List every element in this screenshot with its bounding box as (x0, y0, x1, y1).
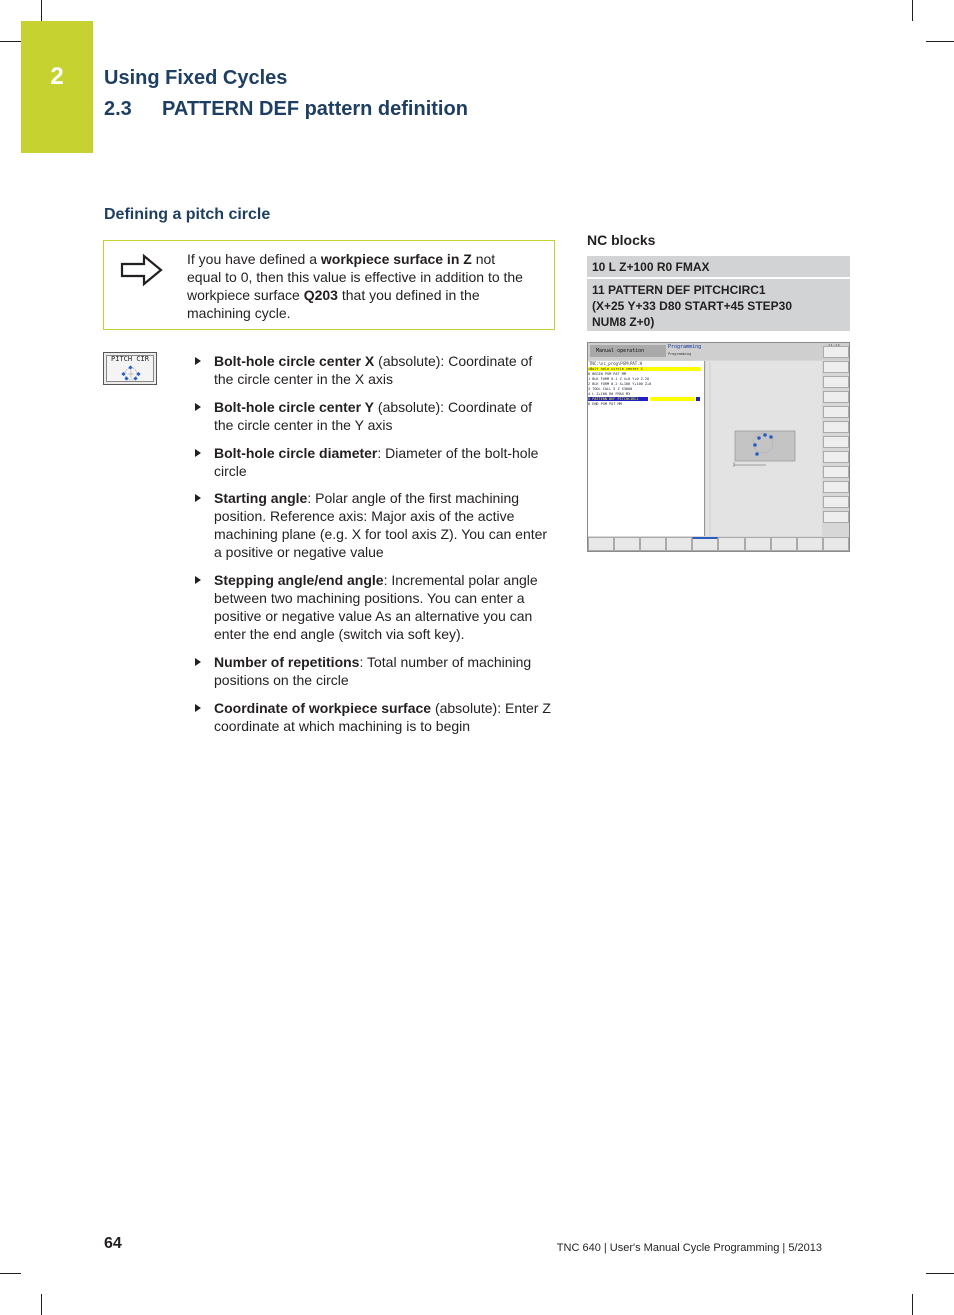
note-text-part: If you have defined a (187, 251, 321, 267)
softkey (823, 436, 849, 448)
list-item (192, 444, 552, 480)
softkey (823, 466, 849, 478)
param-desc: (absolute): Coordinate of the circle center in the Y axis (214, 399, 532, 433)
screen-header (588, 343, 849, 360)
note-text (187, 250, 532, 322)
param-term: Bolt-hole circle center Y (214, 399, 375, 415)
program-line: 6 END PGM PAT MM (588, 402, 622, 406)
chapter-tab (21, 21, 93, 153)
softkey (823, 481, 849, 493)
screen-mode-machine: Manual operation (590, 345, 666, 357)
bullet-triangle-icon (195, 403, 201, 411)
section-title (104, 98, 468, 121)
screen-mode-programming-sub: Programming (668, 352, 692, 356)
softkey (823, 346, 849, 358)
document-title: TNC 640 | User's Manual Cycle Programming | 5/2013 (556, 1242, 822, 1254)
section-heading: Defining a pitch circle (104, 206, 271, 223)
pitch-circle-softkey (103, 352, 157, 385)
program-window (588, 361, 705, 536)
program-line: 1 BLK FORM 0.1 Z X+0 Y+0 Z-20 (588, 377, 650, 381)
chapter-title: Using Fixed Cycles (104, 67, 288, 89)
note-bold-term: Q203 (303, 287, 338, 303)
crop-mark (0, 41, 21, 42)
param-term: Number of repetitions (214, 654, 360, 670)
bullet-triangle-icon (195, 449, 201, 457)
crop-mark (41, 1294, 42, 1315)
bullet-triangle-icon (195, 494, 201, 502)
workpiece-preview (706, 361, 822, 536)
screen-mode-programming-label: Programming (668, 344, 702, 350)
program-line: 0 BEGIN PGM PAT MM (588, 372, 626, 376)
bullet-triangle-icon (195, 357, 201, 365)
softkey-label: PITCH CIR (111, 355, 149, 363)
softkey (588, 537, 614, 551)
page-number: 64 (104, 1235, 122, 1252)
bullet-triangle-icon (195, 576, 201, 584)
vertical-softkeys (823, 346, 849, 526)
control-screenshot (587, 342, 850, 552)
softkey (823, 496, 849, 508)
nc-block-text: (X+25 Y+33 D80 START+45 STEP30 (592, 299, 792, 313)
softkey (614, 537, 640, 551)
param-term: Coordinate of workpiece surface (214, 700, 432, 716)
program-line: 4 L Z+100 R0 FMAX M3 (588, 392, 631, 396)
graphics-window (706, 361, 822, 536)
arrow-right-icon (120, 253, 164, 287)
program-path: TNC:\nc_prog\PGM\PAT.H (589, 361, 642, 366)
softkey (823, 391, 849, 403)
softkey-active (692, 537, 718, 551)
nc-block (587, 256, 850, 277)
softkey (771, 537, 797, 551)
crop-mark (926, 1273, 954, 1274)
note-text-part: that you defined in the machining cycle. (187, 287, 480, 321)
nc-block (587, 279, 850, 331)
nc-block-text: 11 PATTERN DEF PITCHCIRC1 (592, 283, 766, 297)
pitch-circle-icon (117, 365, 145, 381)
bullet-triangle-icon (195, 658, 201, 666)
screen-mode-programming (668, 344, 701, 358)
softkey (823, 537, 849, 551)
section-number: 2.3 (104, 98, 132, 120)
section-title-text: PATTERN DEF pattern definition (162, 98, 468, 120)
param-term: Starting angle (214, 490, 308, 506)
softkey (823, 511, 849, 523)
program-line: =Bolt hole circle center X (588, 367, 701, 371)
list-item (192, 398, 552, 434)
softkey (745, 537, 771, 551)
nc-blocks-title: NC blocks (587, 232, 656, 248)
softkey (823, 421, 849, 433)
note-text-part: not equal to 0, then this value is effective in addition to the workpiece surface (187, 251, 523, 303)
softkey (640, 537, 666, 551)
softkey (823, 376, 849, 388)
param-desc: : Diameter of the bolt-hole circle (214, 445, 539, 479)
nc-block-text: 10 L Z+100 R0 FMAX (592, 260, 710, 274)
program-line: 2 BLK FORM 0.2 X+100 Y+100 Z+0 (588, 382, 652, 386)
softkey (797, 537, 823, 551)
crop-mark (0, 1273, 21, 1274)
program-line: 3 TOOL CALL 5 Z S3000 (588, 387, 633, 391)
note-bold-term: workpiece surface in Z (320, 251, 472, 267)
list-item (192, 571, 552, 643)
nc-block-text: NUM8 Z+0) (592, 315, 655, 329)
horizontal-softkeys (588, 537, 849, 551)
param-desc: : Total number of machining positions on the circle (214, 654, 532, 688)
crop-mark (41, 0, 42, 21)
program-line-marker (696, 397, 700, 401)
param-desc: (absolute): Coordinate of the circle center in the X axis (214, 353, 533, 387)
param-desc: (absolute): Enter Z coordinate at which machining is to begin (214, 700, 551, 734)
param-desc: : Incremental polar angle between two machining positions. You can enter a positive or negative value As an alternative you can enter the end angle (switch via soft key). (214, 572, 538, 642)
softkey (823, 406, 849, 418)
program-line-selected: 5 PATTERN DEF PITCHCIRC1 (588, 397, 648, 401)
bullet-triangle-icon (195, 704, 201, 712)
list-item (192, 699, 552, 735)
crop-mark (912, 1294, 913, 1315)
param-term: Bolt-hole circle center X (214, 353, 375, 369)
param-term: Stepping angle/end angle (214, 572, 384, 588)
softkey (666, 537, 692, 551)
list-item (192, 653, 552, 689)
crop-mark (926, 41, 954, 42)
chapter-number: 2 (50, 63, 64, 90)
crop-mark (912, 0, 913, 21)
parameter-list (192, 352, 552, 735)
note-box (103, 240, 555, 330)
param-desc: : Polar angle of the first machining position. Reference axis: Major axis of the active machining plane (e.g. X for tool axis Z). You can enter a positive or negative value (214, 490, 548, 560)
softkey (823, 451, 849, 463)
list-item (192, 352, 552, 388)
list-item (192, 489, 552, 561)
program-line-highlight (650, 397, 695, 401)
param-term: Bolt-hole circle diameter (214, 445, 378, 461)
softkey (718, 537, 744, 551)
softkey (823, 361, 849, 373)
